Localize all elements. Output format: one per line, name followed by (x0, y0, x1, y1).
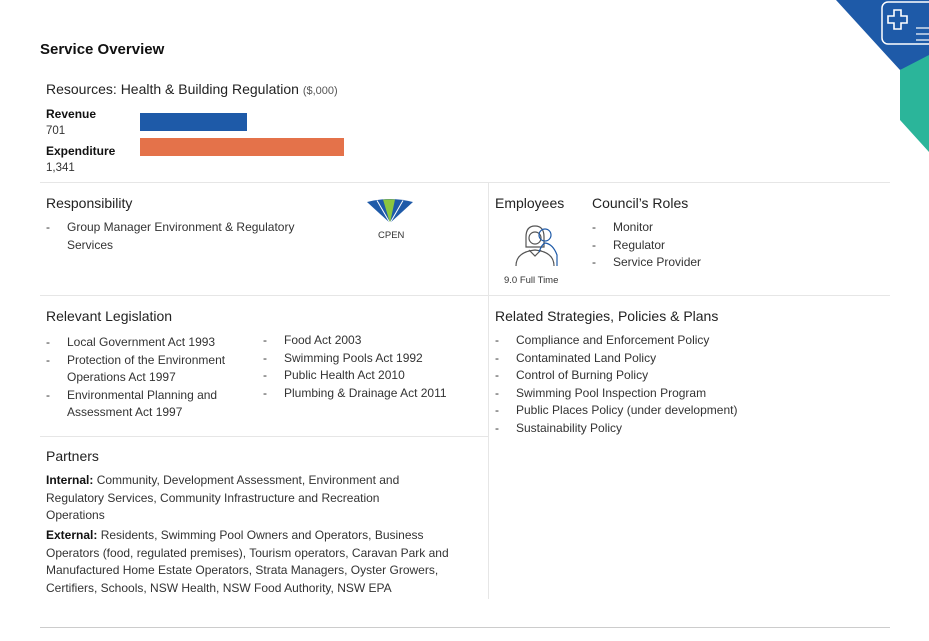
employees-heading: Employees (495, 195, 565, 211)
legislation-item: - Environmental Planning and Assessment Act 1997 (46, 387, 256, 422)
role-item: - Regulator (592, 237, 812, 255)
partners-internal-label: Internal: (46, 473, 94, 487)
divider (40, 295, 890, 296)
resources-unit: ($,000) (302, 85, 338, 97)
employees-icon (513, 220, 561, 268)
corner-decoration (820, 0, 929, 160)
legislation-item: - Public Health Act 2010 (263, 367, 483, 385)
cpen-logo-icon (365, 198, 415, 224)
expenditure-value: 1,341 (46, 162, 75, 174)
expenditure-label: Expenditure (46, 144, 116, 158)
cpen-label: CPEN (378, 230, 405, 241)
resources-heading (46, 81, 338, 97)
partners-external-label: External: (46, 528, 98, 542)
resources-heading-text: Resources: Health & Building Regulation (46, 81, 299, 97)
strategy-item: - Compliance and Enforcement Policy (495, 332, 815, 350)
strategy-item: - Swimming Pool Inspection Program (495, 385, 815, 403)
partners-internal-text: Community, Development Assessment, Environment and Regulatory Services, Community Infrastructure and Recreation Operations (46, 473, 400, 522)
column-divider (488, 183, 489, 599)
strategy-item: - Sustainability Policy (495, 420, 815, 438)
role-item: - Service Provider (592, 254, 812, 272)
strategy-item: - Contaminated Land Policy (495, 350, 815, 368)
partners-heading: Partners (46, 448, 99, 464)
expenditure-bar (140, 138, 344, 156)
partners-external-text: Residents, Swimming Pool Owners and Operators, Business Operators (food, regulated premises), Tourism operators, Caravan Park and Manufactured Home Estate Operators, Strata Managers, Oyster Growers, Certifiers, Schools, NSW Health, NSW Food Authority, NSW EPA (46, 528, 449, 595)
roles-list (592, 219, 812, 272)
divider (40, 436, 488, 437)
legislation-item: - Local Government Act 1993 (46, 334, 256, 352)
revenue-value: 701 (46, 125, 66, 137)
employees-count: 9.0 Full Time (504, 275, 559, 286)
revenue-bar (140, 113, 247, 131)
responsibility-heading: Responsibility (46, 195, 133, 211)
legislation-list-col1 (46, 334, 256, 422)
divider (40, 182, 890, 183)
partners-external (46, 527, 478, 597)
strategies-heading: Related Strategies, Policies & Plans (495, 308, 719, 324)
legislation-item: - Protection of the Environment Operations Act 1997 (46, 352, 256, 387)
legislation-heading: Relevant Legislation (46, 308, 173, 324)
legislation-item: - Food Act 2003 (263, 332, 483, 350)
revenue-label: Revenue (46, 107, 97, 121)
roles-heading: Council’s Roles (592, 195, 689, 211)
partners-internal (46, 472, 426, 525)
responsibility-list (46, 219, 336, 254)
page-title: Service Overview (40, 41, 165, 58)
legislation-item: - Plumbing & Drainage Act 2011 (263, 385, 483, 403)
footer-divider (40, 627, 890, 628)
strategy-item: - Public Places Policy (under development) (495, 402, 815, 420)
strategies-list (495, 332, 815, 437)
role-item: - Monitor (592, 219, 812, 237)
legislation-item: - Swimming Pools Act 1992 (263, 350, 483, 368)
responsibility-item: - Group Manager Environment & Regulatory Services (46, 219, 336, 254)
strategy-item: - Control of Burning Policy (495, 367, 815, 385)
legislation-list-col2 (263, 332, 483, 402)
